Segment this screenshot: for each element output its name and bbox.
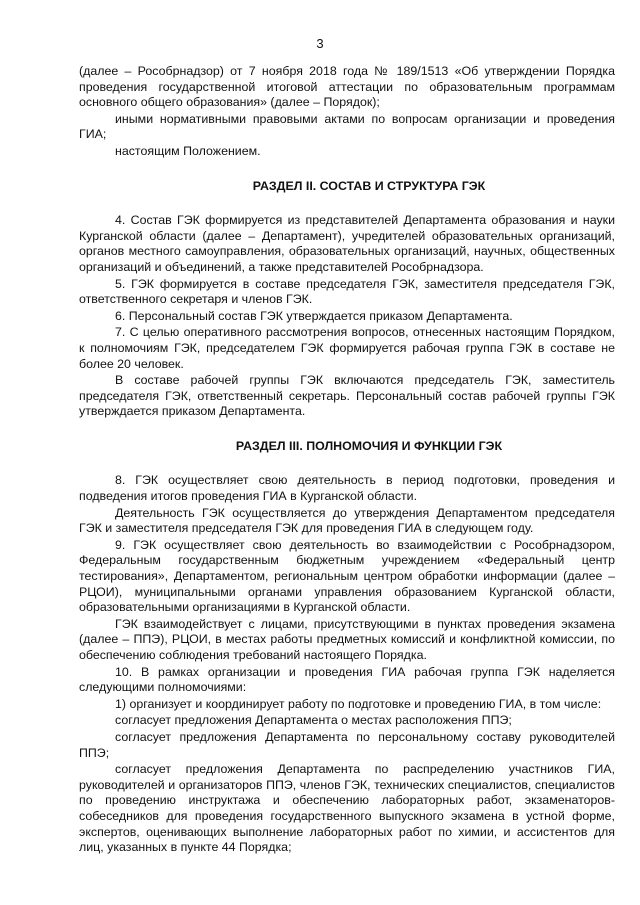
- paragraph: 6. Персональный состав ГЭК утверждается приказом Департамента.: [115, 308, 513, 323]
- page-number: 3: [316, 36, 324, 51]
- paragraph: (далее – Рособрнадзор) от 7 ноября 2018 года № 189/1513 «Об утверждении Порядка проведения государственной итоговой аттестации по образовательным программам основного общего образования» (далее – Порядок);: [79, 64, 615, 110]
- paragraph: согласует предложения Департамента по персональному составу руководителей ППЭ;: [79, 729, 615, 760]
- paragraph: Деятельность ГЭК осуществляется до утверждения Департаментом председателя ГЭК и заместителя председателя ГЭК для проведения ГИА в следующем году.: [79, 505, 615, 536]
- paragraph: 10. В рамках организации и проведения ГИА рабочая группа ГЭК наделяется следующими полномочиями:: [79, 664, 615, 695]
- paragraph: 9. ГЭК осуществляет свою деятельность во взаимодействии с Рособрнадзором, Федеральным государственным бюджетным учреждением «Федеральный центр тестирования», Департаментом, региональным центром обработки информации (далее – РЦОИ), муниципальными органами управления образованием Курганской области, образовательными организациями в Курганской области.: [79, 537, 615, 615]
- paragraph: 1) организует и координирует работу по подготовке и проведению ГИА, в том числе:: [115, 696, 602, 711]
- paragraph: ГЭК взаимодействует с лицами, присутствующими в пунктах проведения экзамена (далее – ППЭ), РЦОИ, в местах работы предметных комиссий и конфликтной комиссии, по обеспечению соблюдения требований настоящего Порядка.: [79, 616, 615, 662]
- paragraph: иными нормативными правовыми актами по вопросам организации и проведения ГИА;: [79, 111, 615, 142]
- paragraph: В составе рабочей группы ГЭК включаются председатель ГЭК, заместитель председателя ГЭК, ответственный секретарь. Персональный состав рабочей группы ГЭК утверждается приказом Департамента.: [79, 373, 615, 419]
- paragraph: согласует предложения Департамента по распределению участников ГИА, руководителей и организаторов ППЭ, членов ГЭК, технических специалистов, специалистов по проведению инструктажа и обеспечению лабораторных работ, экзаменаторов-собеседников для проведения государственного выпускного экзамена в устной форме, экспертов, оценивающих выполнение лабораторных работ по химии, и ассистентов для лиц, указанных в пункте 44 Порядка;: [79, 762, 615, 855]
- paragraph: согласует предложения Департамента о местах расположения ППЭ;: [115, 713, 512, 728]
- paragraph: 4. Состав ГЭК формируется из представителей Департамента образования и науки Курганской области (далее – Департамент), учредителей образовательных организаций, органов местного самоуправления, образовательных организаций, научных, общественных организаций и объединений, а также представителей Рособрнадзора.: [79, 213, 615, 274]
- paragraph: 7. С целью оперативного рассмотрения вопросов, отнесенных настоящим Порядком, к полномочиям ГЭК, председателем ГЭК формируется рабочая группа ГЭК в составе не более 20 человек.: [79, 325, 615, 371]
- section-heading: РАЗДЕЛ II. СОСТАВ И СТРУКТУРА ГЭК: [252, 178, 486, 193]
- paragraph: настоящим Положением.: [115, 143, 261, 158]
- paragraph: 8. ГЭК осуществляет свою деятельность в период подготовки, проведения и подведения итогов проведения ГИА в Курганской области.: [79, 473, 615, 504]
- document-body: [79, 64, 615, 856]
- paragraph: 5. ГЭК формируется в составе председателя ГЭК, заместителя председателя ГЭК, ответственного секретаря и членов ГЭК.: [79, 276, 615, 307]
- section-heading: РАЗДЕЛ III. ПОЛНОМОЧИЯ И ФУНКЦИИ ГЭК: [235, 438, 503, 453]
